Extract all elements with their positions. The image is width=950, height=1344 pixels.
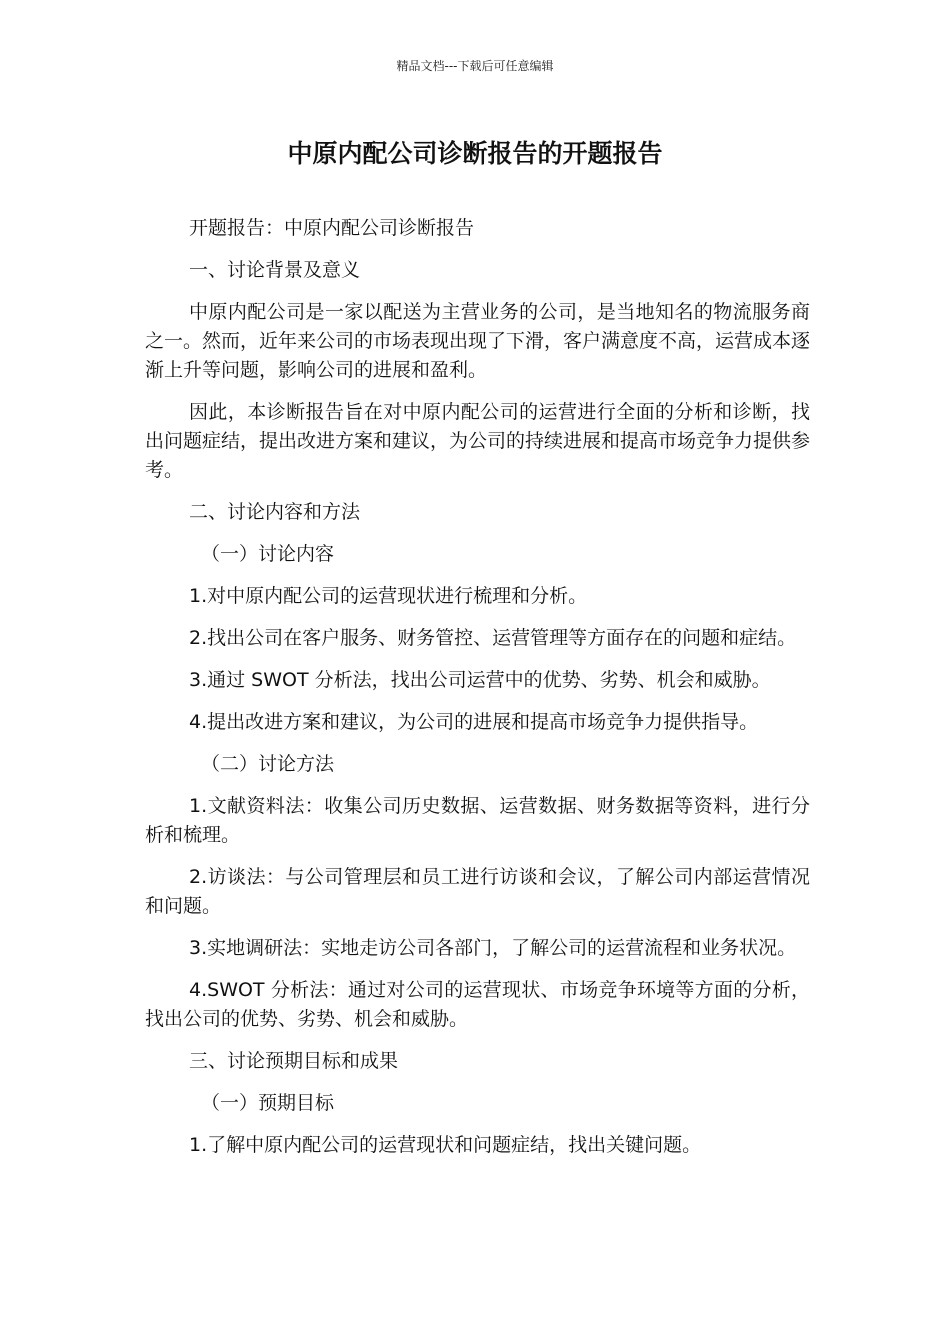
list-item: 4.提出改进方案和建议，为公司的进展和提高市场竞争力提供指导。 [189, 711, 759, 733]
list-item: 1.了解中原内配公司的运营现状和问题症结，找出关键问题。 [189, 1134, 702, 1156]
list-item: 1.对中原内配公司的运营现状进行梳理和分析。 [189, 585, 588, 607]
section-heading: 三、讨论预期目标和成果 [189, 1050, 399, 1072]
list-item: 1.文献资料法：收集公司历史数据、运营数据、财务数据等资料，进行分析和梳理。 [145, 795, 810, 846]
section-heading: 一、讨论背景及意义 [189, 259, 361, 281]
list-item: 3.通过 SWOT 分析法，找出公司运营中的优势、劣势、机会和威胁。 [189, 669, 771, 691]
list-item: 3.实地调研法：实地走访公司各部门，了解公司的运营流程和业务状况。 [189, 937, 797, 959]
paragraph: 开题报告：中原内配公司诊断报告 [189, 217, 475, 239]
header-note: 精品文档---下载后可任意编辑 [396, 59, 554, 73]
document-title: 中原内配公司诊断报告的开题报告 [287, 139, 663, 168]
subsection-heading: （一）预期目标 [201, 1092, 335, 1114]
document-body [145, 214, 810, 1173]
paragraph: 因此，本诊断报告旨在对中原内配公司的运营进行全面的分析和诊断，找出问题症结，提出改进方案和建议，为公司的持续进展和提高市场竞争力提供参考。 [145, 401, 811, 481]
section-heading: 二、讨论内容和方法 [189, 501, 361, 523]
list-item: 2.找出公司在客户服务、财务管控、运营管理等方面存在的问题和症结。 [189, 627, 797, 649]
paragraph: 中原内配公司是一家以配送为主营业务的公司，是当地知名的物流服务商之一。然而，近年来公司的市场表现出现了下滑，客户满意度不高，运营成本逐渐上升等问题，影响公司的进展和盈利。 [145, 301, 811, 381]
subsection-heading: （一）讨论内容 [201, 543, 335, 565]
list-item: 2.访谈法：与公司管理层和员工进行访谈和会议，了解公司内部运营情况和问题。 [145, 866, 810, 917]
subsection-heading: （二）讨论方法 [201, 753, 335, 775]
list-item: 4.SWOT 分析法：通过对公司的运营现状、市场竞争环境等方面的分析，找出公司的优势、劣势、机会和威胁。 [145, 979, 810, 1030]
